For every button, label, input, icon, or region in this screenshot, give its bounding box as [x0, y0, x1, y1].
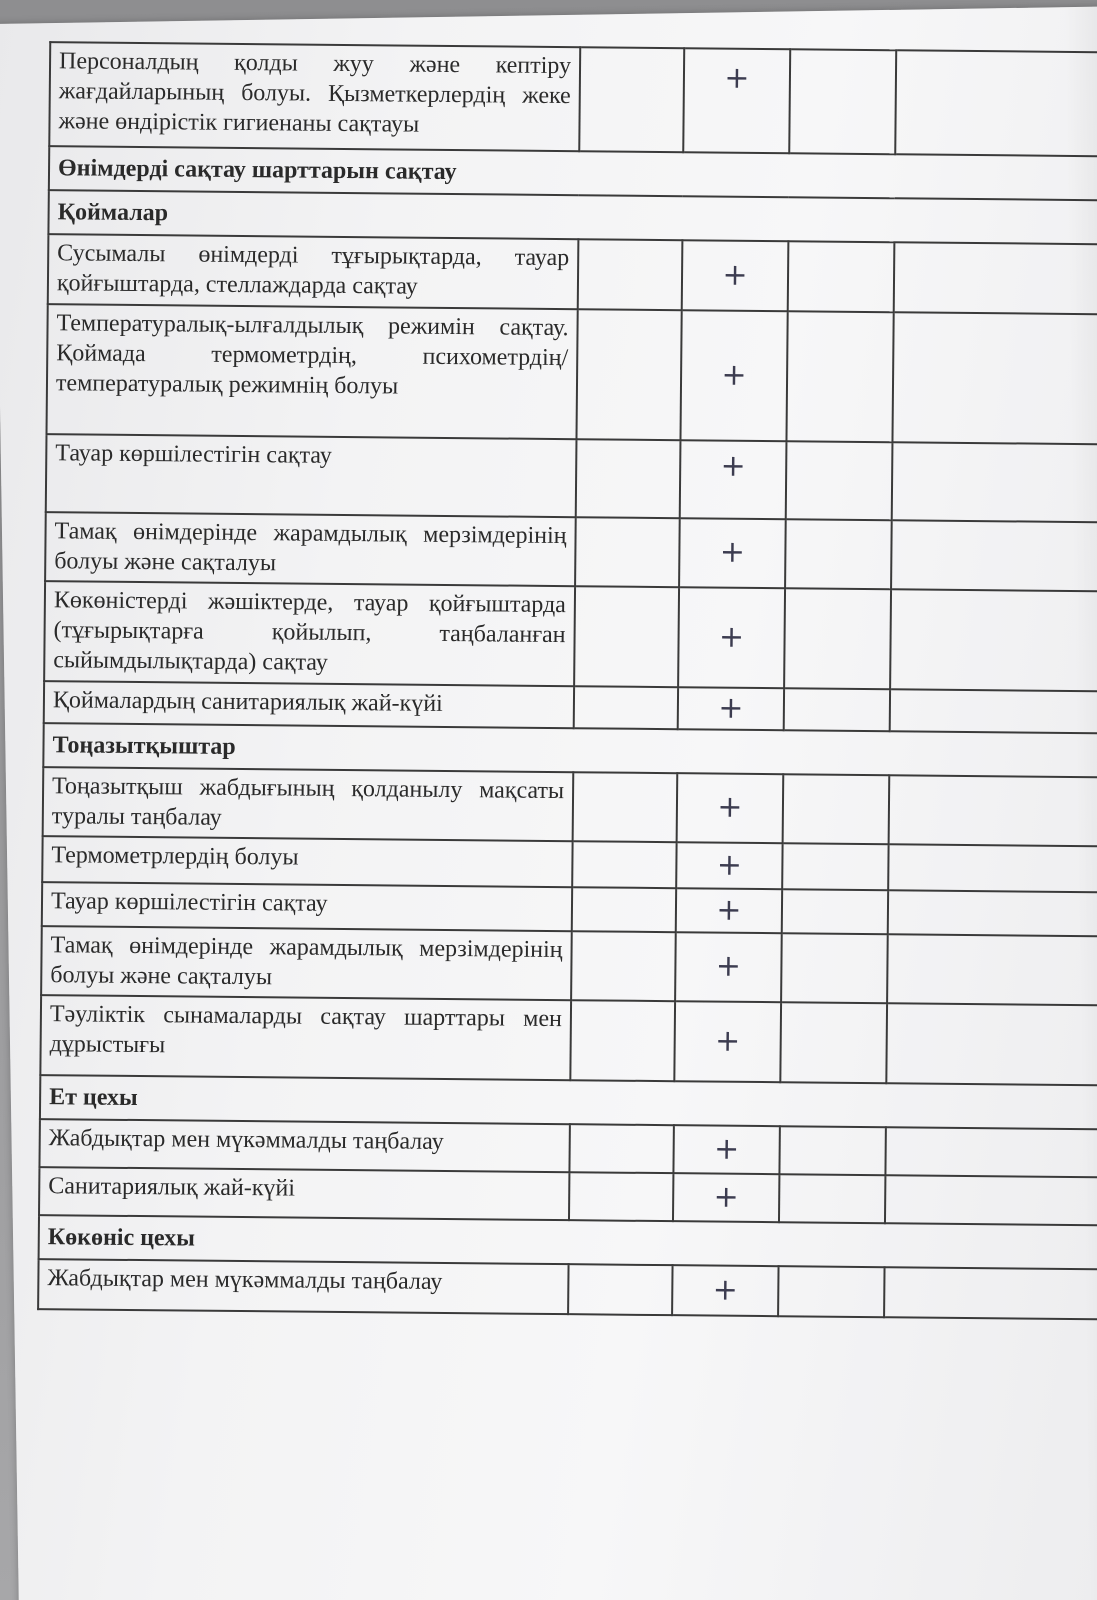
empty-cell — [789, 49, 896, 154]
handwritten-plus-mark: + — [672, 1265, 778, 1316]
empty-cell — [574, 686, 678, 729]
handwritten-plus-mark: + — [680, 310, 787, 441]
empty-cell — [889, 775, 1097, 846]
table-row — [41, 926, 1097, 1005]
empty-cell — [782, 843, 888, 890]
empty-cell — [574, 586, 679, 687]
empty-cell — [892, 442, 1097, 522]
table-row — [43, 767, 1097, 846]
checklist-sheet — [37, 41, 1097, 1320]
empty-cell — [781, 933, 888, 1003]
criterion-cell: Тоңазытқыш жабдығының қолданылу мақсаты туралы таңбалау — [43, 767, 574, 841]
handwritten-plus-mark: + — [673, 1173, 779, 1222]
handwritten-plus-mark: + — [680, 440, 787, 519]
handwritten-plus-mark: + — [679, 518, 786, 588]
section-heading: Өнімдерді сақтау шарттарын сақтау — [49, 146, 1097, 200]
handwritten-plus-mark: + — [676, 842, 782, 889]
handwritten-plus-mark: + — [676, 888, 782, 933]
criterion-cell: Жабдықтар мен мүкәммалды таңбалау — [39, 1119, 569, 1172]
criterion-cell: Температуралық-ылғалдылық режимін сақтау. Қоймада термометрдің, психометрдің/температуралық режимнің болуы — [47, 304, 578, 439]
empty-cell — [576, 309, 681, 440]
criterion-cell: Тамақ өнімдерінде жарамдылық мерзімдерінің болуы және сақталуы — [41, 926, 572, 1000]
handwritten-plus-mark: + — [683, 48, 790, 153]
table-row — [45, 512, 1097, 591]
empty-cell — [885, 1127, 1097, 1177]
empty-cell — [892, 312, 1097, 444]
section-heading: Тоңазытқыштар — [43, 723, 1097, 777]
empty-cell — [887, 934, 1097, 1005]
section-heading: Ет цехы — [40, 1075, 1097, 1129]
empty-cell — [570, 1000, 675, 1081]
empty-cell — [571, 931, 676, 1001]
empty-cell — [569, 1124, 673, 1173]
empty-cell — [788, 241, 895, 312]
empty-cell — [888, 890, 1097, 936]
empty-cell — [578, 239, 683, 310]
empty-cell — [782, 889, 888, 934]
empty-cell — [576, 439, 681, 518]
criterion-cell: Тауар көршілестігін сақтау — [46, 434, 577, 517]
empty-cell — [890, 689, 1097, 733]
criterion-cell: Жабдықтар мен мүкәммалды таңбалау — [38, 1259, 568, 1314]
criterion-cell: Термометрлердің болуы — [42, 836, 572, 887]
table-row — [49, 42, 1097, 156]
empty-cell — [784, 688, 890, 731]
table-row — [38, 1259, 1097, 1319]
handwritten-plus-mark: + — [674, 1001, 781, 1082]
empty-cell — [884, 1267, 1097, 1319]
criterion-cell: Сусымалы өнімдерді тұғырықтарда, тауар қойғыштарда, стеллаждарда сақтау — [48, 234, 579, 309]
table-row — [46, 434, 1097, 522]
paper-sheet — [0, 6, 1097, 1600]
empty-cell — [779, 1174, 885, 1223]
empty-cell — [573, 772, 678, 842]
handwritten-plus-mark: + — [673, 1125, 779, 1174]
section-heading: Қоймалар — [48, 190, 1097, 244]
table-row — [44, 581, 1097, 691]
criterion-cell: Қоймалардың санитариялық жай-күйі — [44, 681, 574, 728]
empty-cell — [575, 517, 680, 587]
empty-cell — [569, 1172, 673, 1221]
criterion-cell: Тәуліктік сынамаларды сақтау шарттары мен дұрыстығы — [40, 995, 571, 1080]
table-row — [40, 995, 1097, 1085]
criterion-cell: Персоналдың қолды жуу және кептіру жағдайларының болуы. Қызметкерлердің жеке және өндірістік гигиенаны сақтауы — [49, 42, 580, 151]
empty-cell — [890, 589, 1097, 691]
criterion-cell: Тамақ өнімдерінде жарамдылық мерзімдерінің болуы және сақталуы — [45, 512, 576, 586]
empty-cell — [885, 1175, 1097, 1225]
empty-cell — [888, 844, 1097, 892]
handwritten-plus-mark: + — [677, 773, 784, 843]
empty-cell — [568, 1264, 672, 1315]
empty-cell — [572, 887, 676, 932]
empty-cell — [779, 1126, 885, 1175]
empty-cell — [572, 841, 676, 888]
empty-cell — [780, 1002, 887, 1083]
section-heading: Көкөніс цехы — [39, 1215, 1097, 1269]
criterion-cell: Көкөністерді жәшіктерде, тауар қойғыштарда (тұғырықтарға қойылып, таңбаланған сыйымдылықтарда) сақтау — [44, 581, 575, 686]
handwritten-plus-mark: + — [678, 587, 785, 688]
empty-cell — [783, 774, 890, 844]
criterion-cell: Санитариялық жай-күйі — [39, 1167, 569, 1220]
empty-cell — [891, 520, 1097, 591]
empty-cell — [895, 50, 1097, 156]
table-row — [47, 304, 1097, 444]
empty-cell — [778, 1266, 884, 1317]
handwritten-plus-mark: + — [682, 240, 789, 311]
empty-cell — [784, 588, 891, 689]
handwritten-plus-mark: + — [678, 687, 784, 730]
empty-cell — [786, 311, 893, 442]
empty-cell — [579, 47, 684, 152]
criterion-cell: Тауар көршілестігін сақтау — [42, 882, 572, 931]
empty-cell — [785, 519, 892, 589]
checklist-table — [37, 41, 1097, 1320]
handwritten-plus-mark: + — [675, 932, 782, 1002]
empty-cell — [786, 441, 893, 520]
table-row — [48, 234, 1097, 314]
empty-cell — [894, 242, 1097, 314]
empty-cell — [886, 1003, 1097, 1085]
